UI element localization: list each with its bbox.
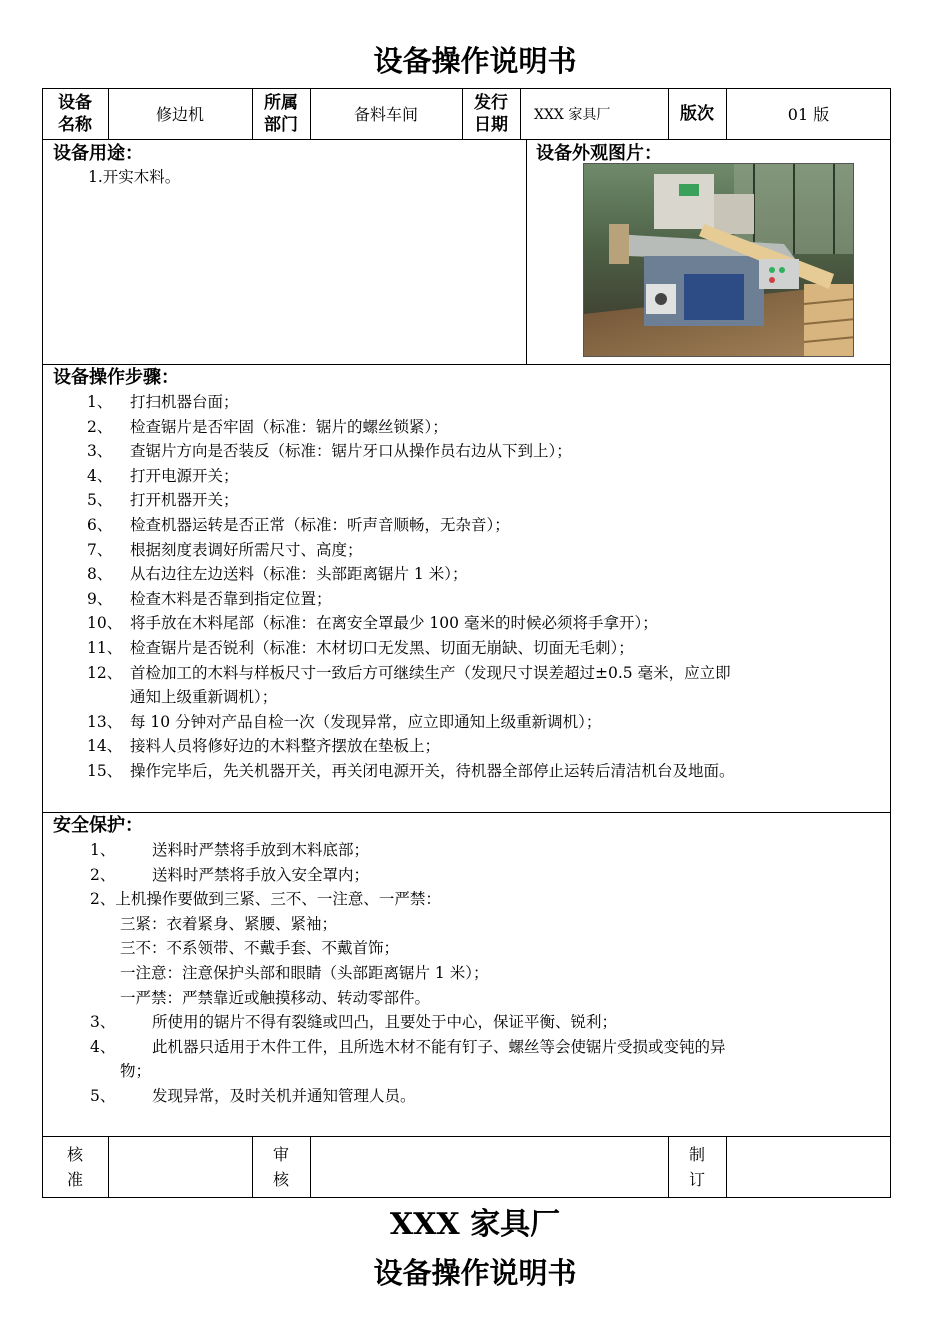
step-text: 打开机器开关；	[130, 491, 239, 510]
safety-text: 2、上机操作要做到三紧、三不、一注意、一严禁：	[90, 890, 441, 909]
usage-title: 设备用途：	[53, 143, 143, 164]
step-number: 10、	[87, 614, 123, 633]
safety-number: 4、	[90, 1037, 116, 1056]
step-text: 检查木料是否靠到指定位置；	[130, 589, 332, 608]
equipment-photo	[583, 163, 854, 357]
version-value: 01 版	[787, 105, 830, 124]
make-label: 制 订	[688, 1145, 705, 1189]
step-text: 首检加工的木料与样板尺寸一致后方可继续生产（发现尺寸误差超过±0.5 毫米，应立即	[130, 663, 731, 682]
step-text: 查锯片方向是否装反（标准：锯片牙口从操作员右边从下到上）；	[130, 442, 572, 461]
safety-number: 5、	[90, 1087, 116, 1105]
step-text: 检查锯片是否牢固（标准：锯片的螺丝锁紧）；	[130, 417, 448, 436]
safety-text: 三紧：衣着紧身、紧腰、紧袖；	[120, 914, 338, 933]
safety-number: 3、	[90, 1013, 116, 1032]
safety-number: 1、	[90, 841, 116, 859]
safety-number: 2、	[90, 865, 116, 884]
review-label: 审 核	[272, 1145, 289, 1189]
step-text: 通知上级重新调机）；	[130, 688, 278, 707]
photo-title: 设备外观图片：	[536, 143, 662, 164]
usage-item: 1.开实木料。	[88, 168, 181, 186]
safety-text: 发现异常，及时关机并通知管理人员。	[152, 1087, 416, 1105]
step-number: 5、	[87, 491, 113, 510]
date-value: XXX 家具厂	[534, 106, 611, 123]
safety-text: 三不：不系领带、不戴手套、不戴首饰；	[120, 939, 400, 958]
safety-text: 一严禁：严禁靠近或触摸移动、转动零部件。	[120, 988, 431, 1007]
step-number: 8、	[87, 565, 113, 584]
step-text: 从右边往左边送料（标准：头部距离锯片 1 米）；	[130, 565, 468, 584]
dept-value: 备料车间	[353, 105, 418, 124]
step-number: 9、	[87, 589, 113, 608]
version-label: 版次	[680, 103, 714, 124]
step-number: 11、	[87, 639, 123, 657]
safety-text: 物；	[120, 1062, 152, 1081]
safety-text: 送料时严禁将手放入安全罩内；	[152, 865, 370, 884]
step-number: 6、	[87, 516, 113, 534]
date-label: 发行 日期	[474, 92, 508, 135]
safety-text: 所使用的锯片不得有裂缝或凹凸，且要处于中心，保证平衡、锐利；	[152, 1013, 618, 1032]
step-number: 14、	[87, 737, 123, 756]
footer-company: XXX 家具厂	[389, 1207, 561, 1242]
machine-illustration	[584, 164, 854, 357]
dept-label: 所属 部门	[264, 92, 298, 135]
step-number: 7、	[87, 540, 113, 559]
step-text: 检查锯片是否锐利（标准：木材切口无发黑、切面无崩缺、切面无毛刺）；	[130, 639, 634, 657]
step-text: 检查机器运转是否正常（标准：听声音顺畅，无杂音）；	[130, 516, 510, 534]
step-text: 打扫机器台面；	[130, 393, 239, 411]
device-name-label: 设备 名称	[58, 92, 92, 135]
step-text: 接料人员将修好边的木料整齐摆放在垫板上；	[130, 737, 441, 756]
step-text: 打开电源开关；	[130, 466, 239, 485]
step-number: 4、	[87, 466, 113, 485]
approve-label: 核 准	[66, 1145, 83, 1189]
step-number: 13、	[87, 712, 123, 731]
document-title: 设备操作说明书	[373, 44, 577, 78]
step-text: 根据刻度表调好所需尺寸、高度；	[130, 540, 363, 559]
step-text: 将手放在木料尾部（标准：在离安全罩最少 100 毫米的时候必须将手拿开）；	[130, 614, 658, 633]
footer-title: 设备操作说明书	[373, 1256, 577, 1290]
safety-text: 一注意：注意保护头部和眼睛（头部距离锯片 1 米）；	[120, 964, 489, 982]
steps-title: 设备操作步骤：	[53, 367, 179, 388]
step-number: 15、	[87, 762, 123, 780]
step-text: 操作完毕后，先关机器开关，再关闭电源开关，待机器全部停止运转后清洁机台及地面。	[130, 762, 735, 780]
step-text: 每 10 分钟对产品自检一次（发现异常，应立即通知上级重新调机）；	[130, 712, 602, 731]
step-number: 12、	[87, 663, 123, 682]
safety-text: 此机器只适用于木件工件，且所选木材不能有钉子、螺丝等会使锯片受损或变钝的异	[152, 1037, 726, 1056]
safety-title: 安全保护：	[53, 815, 143, 836]
step-number: 3、	[87, 442, 113, 461]
step-number: 1、	[87, 393, 113, 411]
step-number: 2、	[87, 417, 113, 436]
safety-text: 送料时严禁将手放到木料底部；	[152, 841, 370, 859]
device-name-value: 修边机	[155, 105, 204, 124]
